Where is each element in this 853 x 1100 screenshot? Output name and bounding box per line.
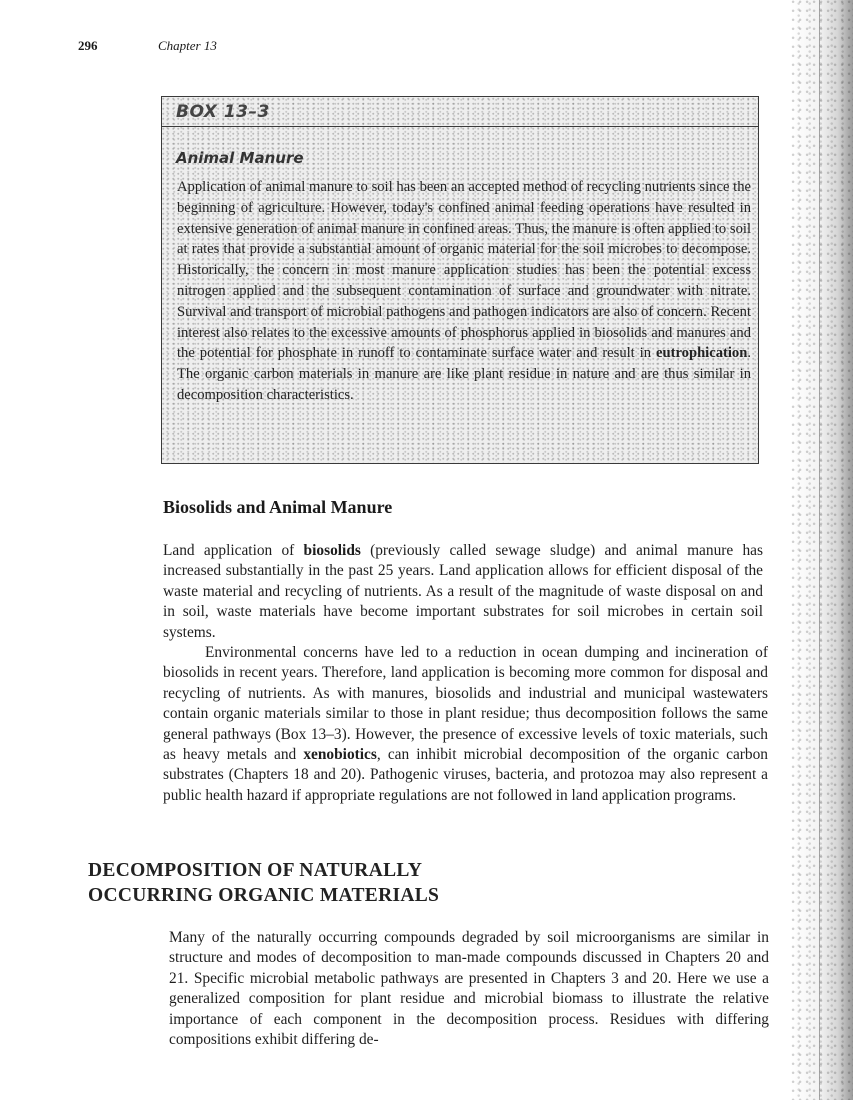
paragraph-text: Land application of	[163, 542, 304, 559]
box-body-text: Application of animal manure to soil has been an accepted method of recycling nutrients since the beginning of agriculture. However, today's confined animal feeding operations have resulted in extensive generation of animal manure in confined areas. Thus, the manure is often applied to soil at rates that provide a substantial amount of organic material for the soil microbes to decompose. Historically, the concern in most manure application studies has been the potential excess nitrogen applied and the subsequent contamination of surface and groundwater with nitrate. Survival and transport of microbial pathogens and pathogen indicators are also of concern. Recent interest also relates to the excessive amounts of phosphorus applied in biosolids and manures and the potential for phosphate in runoff to contaminate surface water and result in	[177, 179, 751, 362]
box-body-text-end: . The organic carbon materials in manure are like plant residue in nature and are thus similar in decomposition characteristics.	[177, 345, 751, 403]
key-term-biosolids: biosolids	[303, 542, 361, 559]
paragraph-text: Environmental concerns have led to a reduction in ocean dumping and incineration of biosolids in recent years. Therefore, land application is becoming more common for disposal and recycling of nutrients. As with manures, biosolids and industrial and municipal wastewaters contain organic materials similar to those in plant residue; thus decomposition follows the same general pathways (Box 13–3). However, the presence of excessive levels of toxic materials, such as heavy metals and	[163, 644, 768, 764]
section-heading-line1: DECOMPOSITION OF NATURALLY	[88, 860, 423, 881]
sidebar-box	[161, 96, 759, 464]
paragraph-biosolids-1	[163, 541, 763, 643]
page-number: 296	[78, 38, 98, 53]
paragraph-decomposition: Many of the naturally occurring compounds degraded by soil microorganisms are similar in structure and modes of decomposition to man-made compounds discussed in Chapters 20 and 21. Specific microbial metabolic pathways are presented in Chapters 3 and 20. Here we use a generalized composition for plant residue and microbial biomass to illustrate the relative importance of each component in the decomposition process. Residues with differing compositions exhibit differing de-	[169, 929, 769, 1049]
box-label: BOX 13–3	[176, 102, 270, 122]
box-heading: Animal Manure	[176, 149, 304, 167]
paragraph-text: , can inhibit microbial decomposition of the organic carbon substrates (Chapters 18 and 20). Pathogenic viruses, bacteria, and protozoa may also represent a public health hazard if appropriate regulations are not followed in land application programs.	[163, 746, 768, 804]
section-heading-line2: OCCURRING ORGANIC MATERIALS	[88, 885, 440, 906]
box-body	[177, 177, 751, 406]
paragraph-text: (previously called sewage sludge) and animal manure has increased substantially in the past 25 years. Land application allows for efficient disposal of the waste material and recycling of nutrients. As a result of the magnitude of waste disposal on and in soil, waste materials have become important substrates for soil microbes in certain soil systems.	[163, 542, 763, 641]
box-title-bar	[162, 97, 758, 127]
section-heading	[88, 858, 439, 908]
scanned-page-edge	[791, 0, 853, 1100]
running-head: Chapter 13	[158, 38, 217, 53]
subsection-heading: Biosolids and Animal Manure	[163, 497, 393, 517]
key-term-xenobiotics: xenobiotics	[303, 746, 377, 764]
box-key-term: eutrophication	[655, 345, 748, 362]
paragraph-biosolids-2	[163, 643, 768, 806]
page-edge-line	[819, 0, 820, 1100]
